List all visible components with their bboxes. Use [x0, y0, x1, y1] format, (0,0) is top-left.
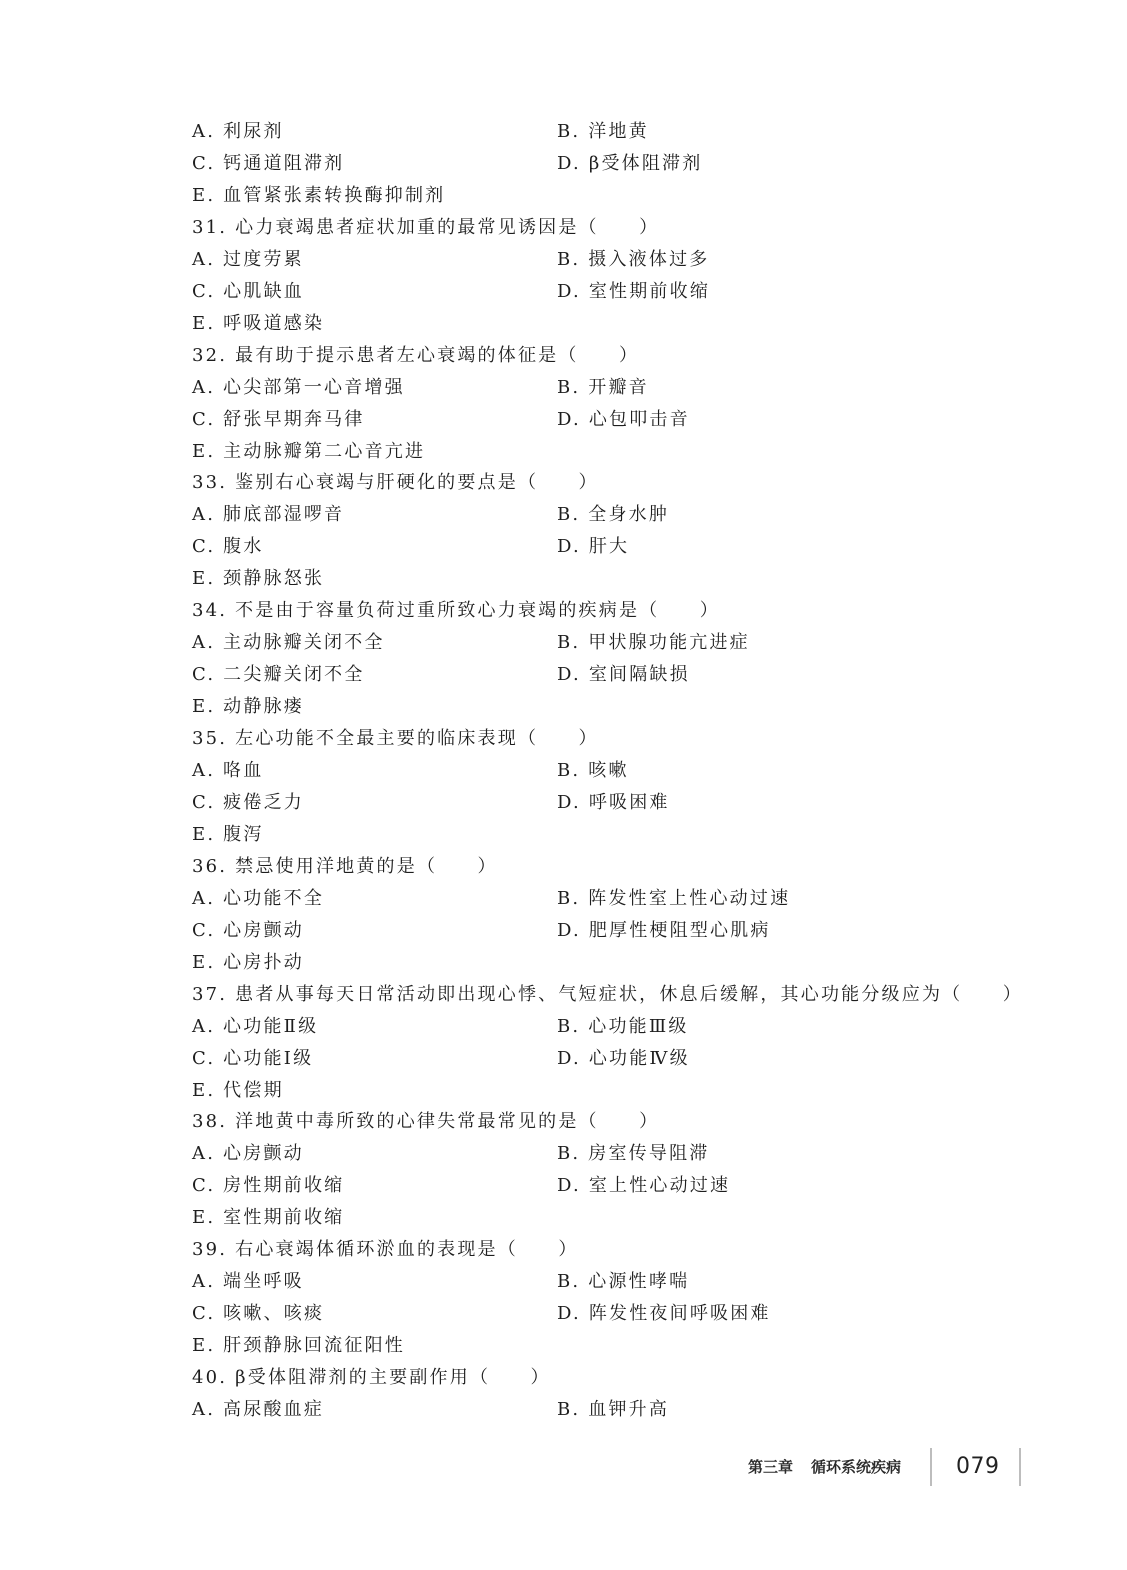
question-39-option-c: C. 咳嗽、咳痰 [192, 1303, 325, 1325]
question-32-option-e: E. 主动脉瓣第二心音亢进 [192, 440, 426, 462]
question-39-option-d: D. 阵发性夜间呼吸困难 [557, 1303, 771, 1325]
question-31-option-d: D. 室性期前收缩 [557, 280, 711, 302]
question-31-stem: 31. 心力衰竭患者症状加重的最常见诱因是（ ） [192, 216, 660, 238]
question-38-option-a: A. 心房颤动 [192, 1143, 304, 1165]
question-36-stem: 36. 禁忌使用洋地黄的是（ ） [192, 855, 498, 877]
question-33-option-e: E. 颈静脉怒张 [192, 568, 325, 590]
question-30-option-c: C. 钙通道阻滞剂 [192, 152, 345, 174]
question-35-option-c: C. 疲倦乏力 [192, 791, 304, 813]
question-36-option-a: A. 心功能不全 [192, 887, 325, 909]
question-39-stem: 39. 右心衰竭体循环淤血的表现是（ ） [192, 1239, 579, 1261]
question-38-option-b: B. 房室传导阻滞 [557, 1143, 710, 1165]
question-37-option-c: C. 心功能Ⅰ级 [192, 1047, 314, 1069]
question-36-option-c: C. 心房颤动 [192, 919, 304, 941]
question-40-stem: 40. β受体阻滞剂的主要副作用（ ） [192, 1367, 551, 1388]
footer-divider [1019, 1448, 1021, 1486]
question-32-option-d: D. 心包叩击音 [557, 408, 690, 430]
question-39-option-a: A. 端坐呼吸 [192, 1271, 304, 1293]
question-33-option-d: D. 肝大 [557, 536, 630, 558]
question-36-option-e: E. 心房扑动 [192, 951, 304, 973]
page-number: 079 [956, 1454, 1000, 1479]
chapter-title: 循环系统疾病 [811, 1458, 902, 1476]
question-33-option-b: B. 全身水肿 [557, 504, 670, 526]
question-33-option-c: C. 腹水 [192, 536, 264, 558]
question-31-option-b: B. 摄入液体过多 [557, 248, 710, 270]
question-34-option-c: C. 二尖瓣关闭不全 [192, 664, 365, 686]
chapter-label: 第三章 [748, 1458, 794, 1476]
question-34-option-d: D. 室间隔缺损 [557, 664, 690, 686]
question-32-option-c: C. 舒张早期奔马律 [192, 408, 365, 430]
question-33-stem: 33. 鉴别右心衰竭与肝硬化的要点是（ ） [192, 472, 599, 494]
question-32-option-a: A. 心尖部第一心音增强 [192, 376, 405, 398]
question-37-option-b: B. 心功能Ⅲ级 [557, 1015, 689, 1037]
question-33-option-a: A. 肺底部湿啰音 [192, 504, 345, 526]
question-39-option-b: B. 心源性哮喘 [557, 1271, 690, 1293]
question-40-option-b: B. 血钾升高 [557, 1399, 670, 1420]
question-38-option-d: D. 室上性心动过速 [557, 1175, 731, 1197]
question-35-option-e: E. 腹泻 [192, 823, 264, 845]
question-34-option-e: E. 动静脉瘘 [192, 696, 304, 718]
question-35-option-a: A. 咯血 [192, 760, 264, 781]
question-38-option-c: C. 房性期前收缩 [192, 1175, 345, 1197]
question-37-stem: 37. 患者从事每天日常活动即出现心悸、气短症状，休息后缓解，其心功能分级应为（ ） [192, 983, 1023, 1005]
question-32-stem: 32. 最有助于提示患者左心衰竭的体征是（ ） [192, 344, 640, 366]
question-39-option-e: E. 肝颈静脉回流征阳性 [192, 1335, 405, 1357]
question-34-option-a: A. 主动脉瓣关闭不全 [192, 632, 385, 654]
question-40-option-a: A. 高尿酸血症 [192, 1399, 325, 1420]
question-35-stem: 35. 左心功能不全最主要的临床表现（ ） [192, 728, 599, 749]
question-35-option-b: B. 咳嗽 [557, 760, 629, 781]
question-30-option-d: D. β受体阻滞剂 [557, 152, 703, 174]
question-30-option-e: E. 血管紧张素转换酶抑制剂 [192, 184, 446, 206]
footer-divider [930, 1448, 932, 1486]
question-30-option-b: B. 洋地黄 [557, 121, 649, 142]
question-30-option-a: A. 利尿剂 [192, 121, 284, 142]
question-37-option-a: A. 心功能Ⅱ级 [192, 1015, 319, 1037]
question-34-option-b: B. 甲状腺功能亢进症 [557, 632, 750, 654]
question-35-option-d: D. 呼吸困难 [557, 791, 670, 813]
question-31-option-a: A. 过度劳累 [192, 248, 304, 270]
question-31-option-e: E. 呼吸道感染 [192, 312, 325, 334]
question-37-option-d: D. 心功能Ⅳ级 [557, 1047, 690, 1069]
question-32-option-b: B. 开瓣音 [557, 376, 649, 398]
question-34-stem: 34. 不是由于容量负荷过重所致心力衰竭的疾病是（ ） [192, 600, 720, 622]
question-36-option-b: B. 阵发性室上性心动过速 [557, 887, 791, 909]
question-38-option-e: E. 室性期前收缩 [192, 1207, 345, 1229]
chapter-heading [748, 1457, 901, 1477]
question-31-option-c: C. 心肌缺血 [192, 280, 304, 302]
question-37-option-e: E. 代偿期 [192, 1079, 284, 1101]
question-36-option-d: D. 肥厚性梗阻型心肌病 [557, 919, 771, 941]
question-38-stem: 38. 洋地黄中毒所致的心律失常最常见的是（ ） [192, 1111, 660, 1133]
